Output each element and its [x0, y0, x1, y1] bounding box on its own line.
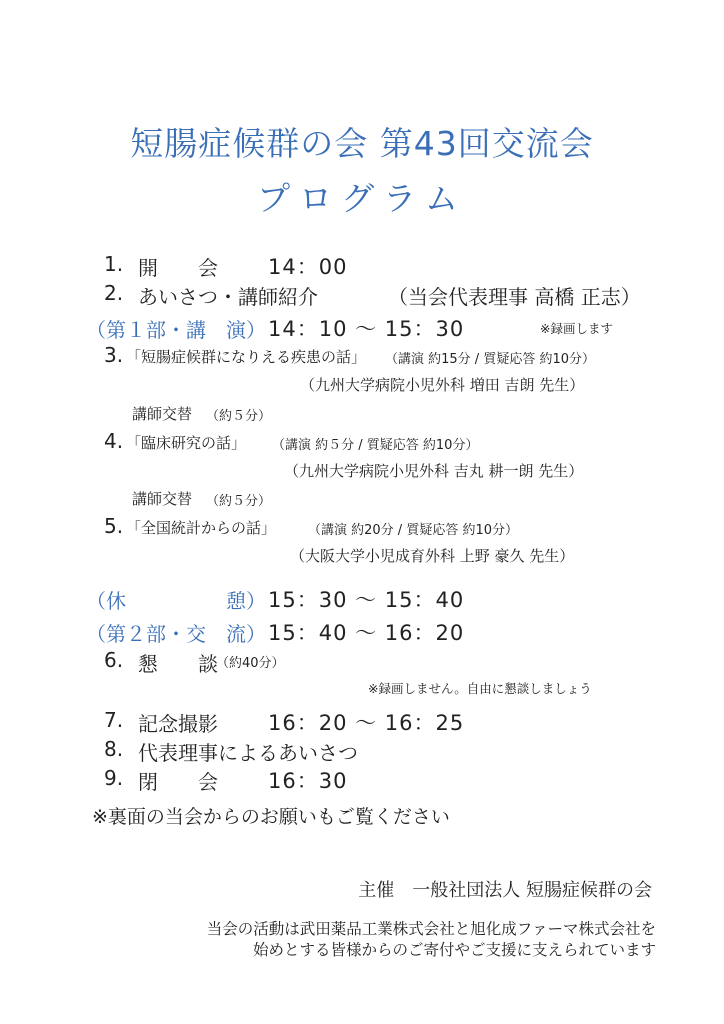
item-2-label: あいさつ・講師紹介: [138, 285, 318, 309]
item-8-number: 8.: [104, 737, 124, 761]
speaker-change-2-detail: （約５分）: [206, 494, 272, 509]
item-5-number: 5.: [104, 514, 124, 538]
item-9-label: 閉 会: [138, 770, 218, 794]
support-line-2: 始めとする皆様からのご寄付やご支援に支えられています: [252, 941, 656, 959]
speaker-change-1-label: 講師交替: [132, 405, 193, 423]
item-3-label: 「短腸症候群になりえる疾患の話」: [126, 348, 367, 366]
item-9-time: 16：30: [268, 769, 348, 793]
item-5-label: 「全国統計からの話」: [126, 519, 277, 537]
organizer: 主催 一般社団法人 短腸症候群の会: [358, 880, 652, 901]
speaker-change-2-label: 講師交替: [132, 490, 193, 508]
part-2-label: （第２部・交 流）: [86, 622, 266, 646]
item-1-number: 1.: [104, 252, 124, 276]
item-4-label: 「臨床研究の話」: [126, 434, 247, 452]
back-page-note: ※裏面の当会からのお願いもご覧ください: [92, 806, 450, 828]
title-line-2: プログラム: [257, 179, 467, 218]
item-7-number: 7.: [104, 708, 124, 732]
item-1-label: 開 会: [138, 256, 218, 280]
item-8-label: 代表理事によるあいさつ: [138, 741, 358, 765]
item-9-number: 9.: [104, 766, 124, 790]
item-5-speaker: （大阪大学小児成育外科 上野 豪久 先生）: [290, 547, 575, 565]
speaker-change-1-detail: （約５分）: [206, 409, 272, 424]
item-2-number: 2.: [104, 281, 124, 305]
support-line-1: 当会の活動は武田薬品工業株式会社と旭化成ファーマ株式会社を: [206, 920, 656, 938]
item-5-detail: （講演 約20分 / 質疑応答 約10分）: [308, 523, 518, 538]
item-6-note: ※録画しません。自由に懇談しましょう: [368, 681, 592, 696]
item-7-time: 16：20 ～ 16：25: [268, 711, 465, 735]
part-1-note: ※録画します: [540, 321, 613, 336]
item-3-number: 3.: [104, 343, 124, 367]
item-7-label: 記念撮影: [138, 712, 218, 736]
item-3-detail: （講演 約15分 / 質疑応答 約10分）: [385, 352, 595, 367]
item-4-speaker: （九州大学病院小児外科 吉丸 耕一朗 先生）: [284, 462, 584, 480]
item-6-label: 懇 談: [138, 652, 218, 676]
part-1-time: 14：10 ～ 15：30: [268, 317, 465, 341]
part-1-label: （第１部・講 演）: [86, 318, 266, 342]
item-4-detail: （講演 約５分 / 質疑応答 約10分）: [272, 438, 479, 453]
item-6-number: 6.: [104, 648, 124, 672]
item-6-detail: （約40分）: [216, 656, 285, 671]
item-4-number: 4.: [104, 429, 124, 453]
part-2-time: 15：40 ～ 16：20: [268, 621, 465, 645]
break-label: （休 憩）: [86, 589, 266, 613]
break-time: 15：30 ～ 15：40: [268, 588, 465, 612]
item-1-time: 14：00: [268, 255, 348, 279]
title-line-1: 短腸症候群の会 第43回交流会: [130, 124, 594, 163]
item-3-speaker: （九州大学病院小児外科 増田 吉朗 先生）: [300, 376, 585, 394]
item-2-speaker: （当会代表理事 高橋 正志）: [388, 285, 641, 309]
